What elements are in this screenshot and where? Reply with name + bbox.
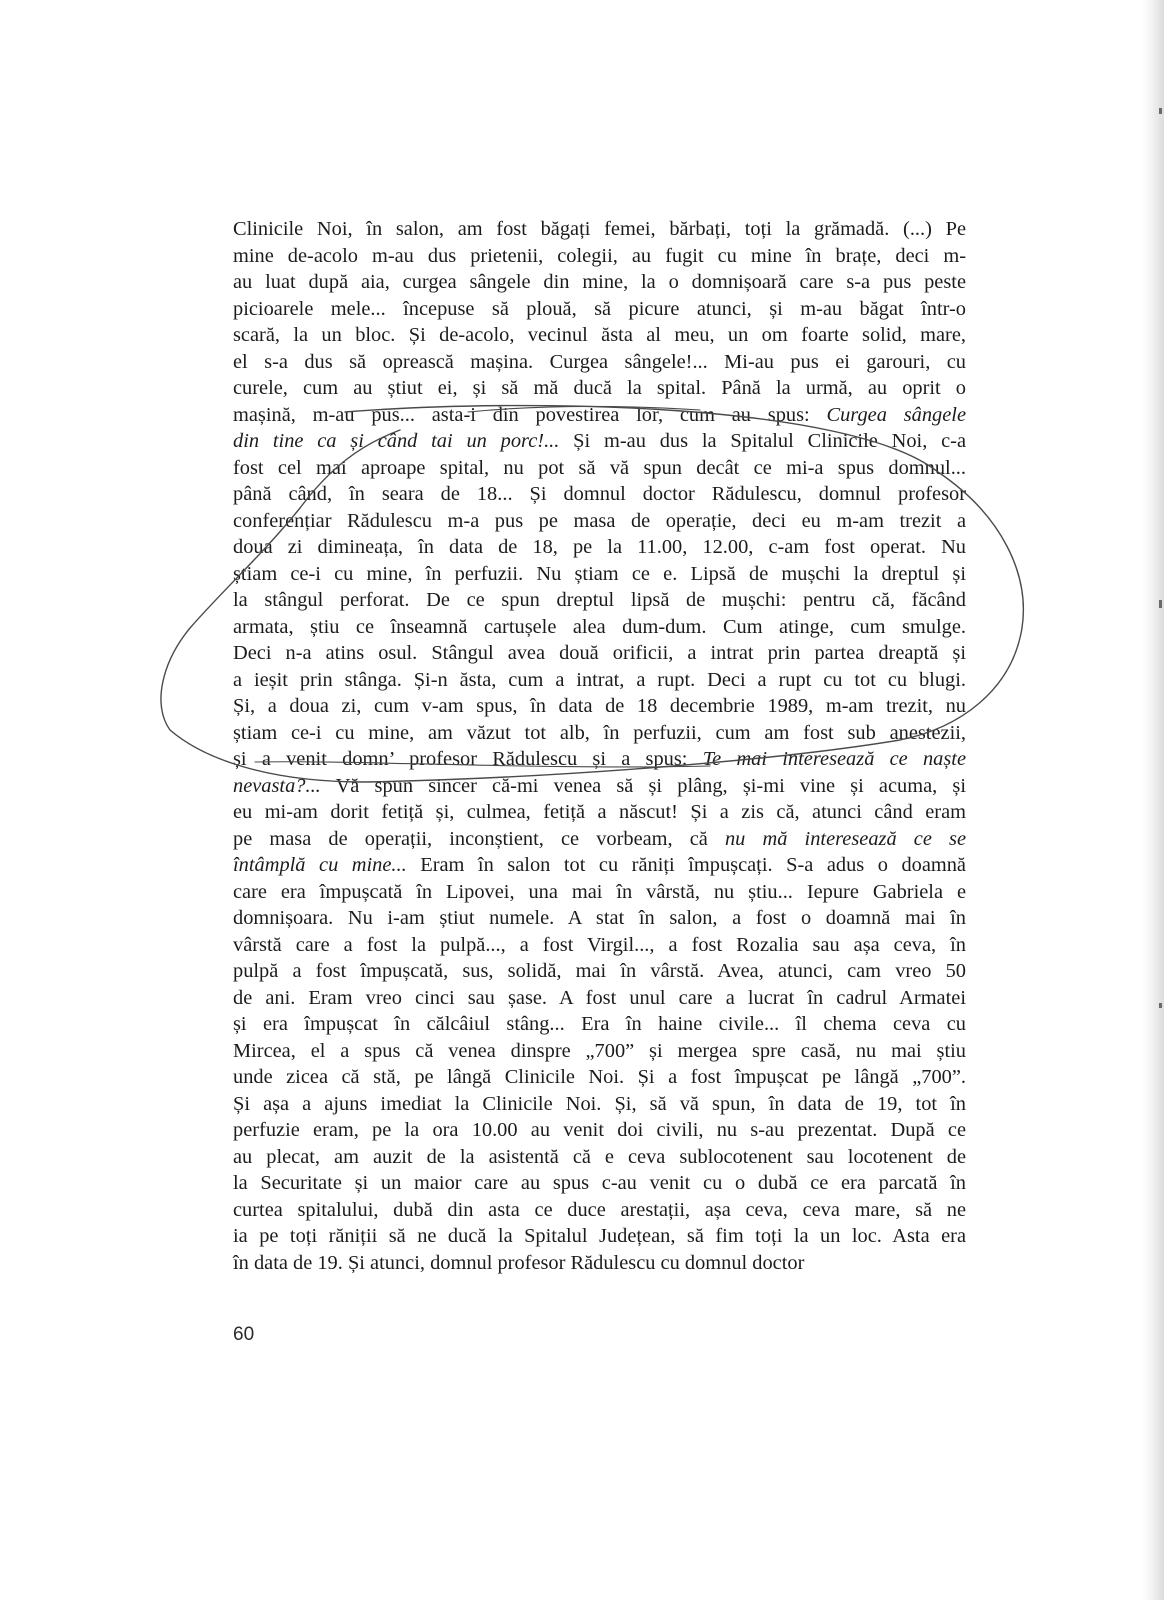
text-run: pe masa de operații, inconștient, ce vorbeam, că: [233, 827, 725, 850]
text-line: [233, 561, 966, 588]
body-text: [233, 216, 966, 1276]
text-line: [233, 243, 966, 270]
text-line: [233, 826, 966, 853]
text-run: Și așa a ajuns imediat la Clinicile Noi. Și, să vă spun, în data de 19, tot în: [233, 1092, 966, 1115]
text-run: până când, în seara de 18... Și domnul doctor Rădulescu, domnul profesor: [233, 483, 966, 505]
text-line: [233, 375, 966, 402]
text-run: unde zicea că stă, pe lângă Clinicile Noi. Și a fost împușcat pe lângă „700”.: [233, 1066, 966, 1088]
text-line: [233, 1144, 966, 1171]
text-line: [233, 1223, 966, 1250]
text-run: Și m-au dus la Spitalul Clinicile Noi, c-a: [559, 430, 966, 452]
text-line: [233, 349, 966, 376]
text-run: eu mi-am dorit fetiță și, culmea, fetiță a născut! Și a zis că, atunci când eram: [233, 801, 966, 823]
text-run: scară, la un bloc. Și de-acolo, vecinul ăsta al meu, un om foarte solid, mare,: [233, 324, 966, 346]
text-line: [233, 1197, 966, 1224]
text-line: [233, 428, 966, 455]
text-line: [233, 693, 966, 720]
italic-quote: Curgea sângele: [826, 403, 966, 426]
text-run: au plecat, am auzit de la asistentă că e ceva sublocotenent sau locotenent de: [233, 1145, 966, 1168]
text-line: [233, 799, 966, 826]
text-run: picioarele mele... începuse să plouă, să picure atunci, și m-au băgat într-o: [233, 297, 966, 320]
text-line: [233, 852, 966, 879]
text-line: [233, 296, 966, 323]
text-line: [233, 773, 966, 800]
text-run: au luat după aia, curgea sângele din mine, la o domnișoară care s-a pus peste: [233, 271, 966, 293]
text-run: armata, știu ce înseamnă cartușele alea dum-dum. Cum atinge, cum smulge.: [233, 615, 966, 638]
text-run: Eram în salon tot cu răniți împușcați. S-a adus o doamnă: [406, 854, 966, 876]
text-run: mine de-acolo m-au dus prietenii, colegii, au fugit cu mine în brațe, deci m-: [233, 244, 966, 267]
text-line: [233, 269, 966, 296]
text-line: [233, 1170, 966, 1197]
text-line: [233, 1064, 966, 1091]
text-line: [233, 932, 966, 959]
text-run: știam ce-i cu mine, am văzut tot alb, în perfuzii, cum am fost sub anestezii,: [233, 721, 966, 744]
text-run: care era împușcată în Lipovei, una mai în vârstă, nu știu... Iepure Gabriela e: [233, 880, 966, 903]
page-number: 60: [233, 1324, 255, 1345]
text-run: Mircea, el a spus că venea dinspre „700” și mergea spre casă, nu mai știu: [233, 1039, 966, 1062]
text-line: [233, 587, 966, 614]
text-line: [233, 985, 966, 1012]
italic-quote: nevasta?...: [233, 774, 321, 797]
text-line: [233, 1250, 966, 1277]
scan-edge-mark: [1159, 108, 1162, 114]
text-line: [233, 1091, 966, 1118]
text-line: [233, 614, 966, 641]
italic-quote: întâmplă cu mine...: [233, 854, 407, 876]
text-run: de ani. Eram vreo cinci sau șase. A fost unul care a lucrat în cadrul Armatei: [233, 986, 966, 1009]
text-run: la Securitate și un maior care au spus c-au venit cu o dubă ce era parcată în: [233, 1172, 966, 1194]
scan-edge-mark: [1159, 600, 1162, 608]
text-run: Vă spun sincer că-mi venea să și plâng, și-mi vine și acuma, și: [320, 774, 966, 797]
text-run: el s-a dus să oprească mașina. Curgea sângele!... Mi-au pus ei garouri, cu: [233, 350, 966, 373]
text-line: [233, 322, 966, 349]
text-run: și a venit domn’ profesor Rădulescu și a spus:: [233, 748, 703, 770]
text-run: conferențiar Rădulescu m-a pus pe masa de operație, deci eu m-am trezit a: [233, 509, 966, 532]
text-line: [233, 1117, 966, 1144]
text-run: știam ce-i cu mine, în perfuzii. Nu știam ce e. Lipsă de mușchi la dreptul și: [233, 562, 966, 585]
text-line: [233, 402, 966, 429]
text-run: Clinicile Noi, în salon, am fost băgați femei, bărbați, toți la grămadă. (...) Pe: [233, 218, 966, 240]
italic-quote: nu mă interesează ce se: [724, 827, 966, 850]
text-line: [233, 216, 966, 243]
text-run: Și, a doua zi, cum v-am spus, în data de 18 decembrie 1989, m-am trezit, nu: [233, 695, 966, 717]
text-run: în data de 19. Și atunci, domnul profesor Rădulescu cu domnul doctor: [233, 1251, 805, 1274]
italic-quote: Te mai interesează ce naște: [702, 748, 966, 770]
text-run: curele, cum au știut ei, și să mă ducă la spital. Până la urmă, au oprit o: [233, 377, 966, 399]
text-line: [233, 879, 966, 906]
text-line: [233, 958, 966, 985]
text-line: [233, 534, 966, 561]
text-line: [233, 640, 966, 667]
text-run: curtea spitalului, dubă din asta ce duce arestații, așa ceva, ceva mare, să ne: [233, 1198, 966, 1221]
text-line: [233, 905, 966, 932]
text-line: [233, 455, 966, 482]
text-run: a ieșit prin stânga. Și-n ăsta, cum a intrat, a rupt. Deci a rupt cu tot cu blugi.: [233, 668, 966, 691]
text-run: domnișoara. Nu i-am știut numele. A stat în salon, a fost o doamnă mai în: [233, 907, 966, 929]
text-run: la stângul perforat. De ce spun dreptul lipsă de mușchi: pentru că, făcând: [233, 589, 966, 611]
text-run: pulpă a fost împușcată, sus, solidă, mai în vârstă. Avea, atunci, cam vreo 50: [233, 960, 966, 982]
text-run: perfuzie eram, pe la ora 10.00 au venit doi civili, nu s-au prezentat. După ce: [233, 1119, 966, 1141]
text-line: [233, 1038, 966, 1065]
text-line: [233, 508, 966, 535]
text-run: mașină, m-au pus... asta-i din povestirea lor, cum au spus:: [233, 403, 827, 426]
text-run: vârstă care a fost la pulpă..., a fost Virgil..., a fost Rozalia sau așa ceva, în: [233, 933, 966, 956]
text-run: doua zi dimineața, în data de 18, pe la 11.00, 12.00, c-am fost operat. Nu: [233, 536, 966, 558]
text-run: fost cel mai aproape spital, nu pot să vă spun decât ce mi-a spus domnul...: [233, 456, 966, 479]
scan-edge-mark: [1159, 1003, 1162, 1008]
text-line: [233, 1011, 966, 1038]
text-line: [233, 720, 966, 747]
text-line: [233, 746, 966, 773]
text-line: [233, 667, 966, 694]
text-line: [233, 481, 966, 508]
page-edge: [1142, 0, 1164, 1600]
text-run: ia pe toți răniții să ne ducă la Spitalul Județean, să fim toți la un loc. Asta era: [233, 1225, 966, 1247]
italic-quote: din tine ca și când tai un porc!...: [233, 430, 560, 452]
text-run: și era împușcat în călcâiul stâng... Era în haine civile... îl chema ceva cu: [233, 1013, 966, 1035]
text-run: Deci n-a atins osul. Stângul avea două orificii, a intrat prin partea dreaptă și: [233, 642, 966, 664]
